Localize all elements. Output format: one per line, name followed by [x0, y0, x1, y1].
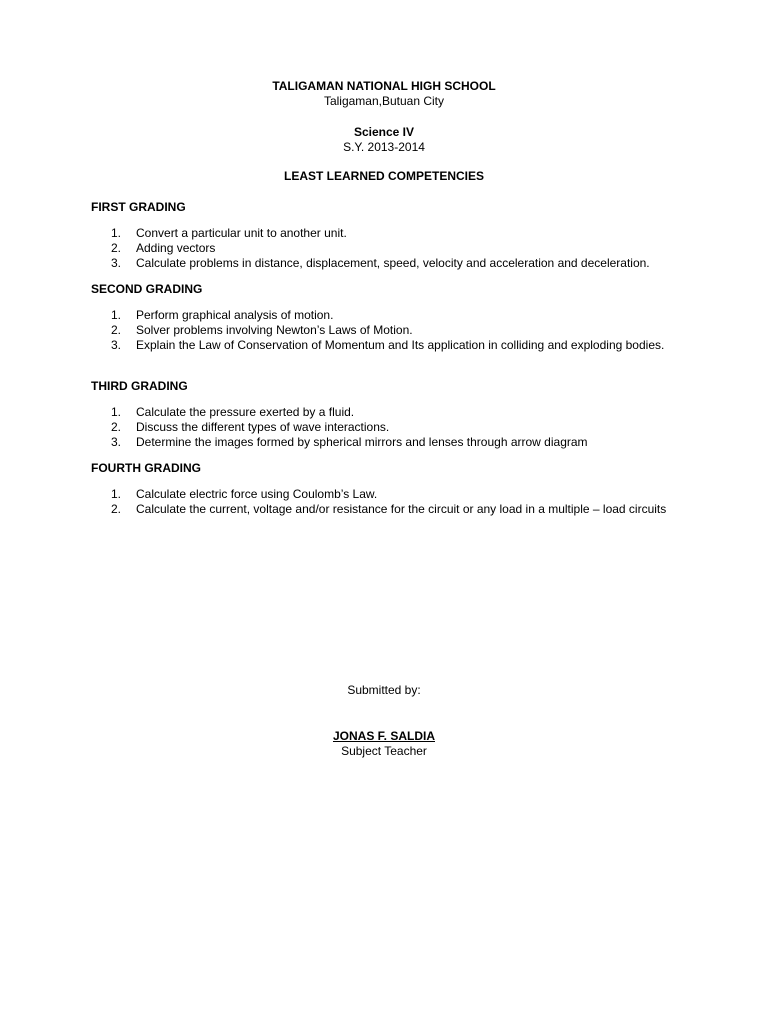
list-number: 1.: [111, 308, 122, 322]
list-number: 2.: [111, 241, 122, 255]
list-item-text: Explain the Law of Conservation of Momentum and Its application in colliding and exploding bodies.: [136, 338, 665, 352]
list-number: 1.: [111, 226, 122, 240]
list-item: [91, 226, 678, 241]
list-number: 2.: [111, 323, 122, 337]
section-heading-fourth-grading: FOURTH GRADING: [91, 461, 201, 475]
list-item: [91, 435, 678, 450]
list-item-text: Solver problems involving Newton’s Laws of Motion.: [136, 323, 413, 337]
list-item: [91, 256, 678, 271]
list-item: [91, 405, 678, 420]
list-item-text: Calculate the current, voltage and/or resistance for the circuit or any load in a multiple – load circuits: [136, 502, 667, 516]
list-item: [91, 308, 678, 323]
section-heading-second-grading: SECOND GRADING: [91, 282, 203, 296]
list-number: 2.: [111, 502, 122, 516]
second-grading-list: [91, 308, 678, 353]
list-item: [91, 338, 678, 353]
school-year: S.Y. 2013-2014: [343, 140, 425, 154]
list-item: [91, 323, 678, 338]
third-grading-list: [91, 405, 678, 450]
teacher-name: JONAS F. SALDIA: [332, 729, 435, 743]
teacher-title: Subject Teacher: [341, 744, 427, 758]
fourth-grading-list: [91, 487, 678, 517]
list-item-text: Calculate electric force using Coulomb’s Law.: [136, 487, 378, 501]
subject-title: Science IV: [353, 125, 415, 139]
school-address: Taligaman,Butuan City: [323, 94, 445, 108]
first-grading-list: [91, 226, 678, 271]
section-heading-first-grading: FIRST GRADING: [91, 200, 186, 214]
submitted-by-label: Submitted by:: [347, 683, 421, 697]
list-number: 3.: [111, 256, 122, 270]
list-number: 2.: [111, 420, 122, 434]
list-number: 1.: [111, 487, 122, 501]
list-item-text: Adding vectors: [136, 241, 216, 255]
document-title: LEAST LEARNED COMPETENCIES: [283, 169, 484, 183]
list-item-text: Determine the images formed by spherical mirrors and lenses through arrow diagram: [136, 435, 588, 449]
list-item-text: Discuss the different types of wave interactions.: [136, 420, 390, 434]
list-item: [91, 420, 678, 435]
list-item-text: Convert a particular unit to another unit.: [136, 226, 347, 240]
list-number: 3.: [111, 435, 122, 449]
list-item-text: Calculate the pressure exerted by a fluid.: [136, 405, 355, 419]
section-heading-third-grading: THIRD GRADING: [91, 379, 188, 393]
list-number: 3.: [111, 338, 122, 352]
list-item: [91, 487, 678, 502]
list-number: 1.: [111, 405, 122, 419]
list-item-text: Perform graphical analysis of motion.: [136, 308, 334, 322]
school-name: TALIGAMAN NATIONAL HIGH SCHOOL: [272, 79, 496, 93]
list-item: [91, 241, 678, 256]
list-item: [91, 502, 678, 517]
list-item-text: Calculate problems in distance, displacement, speed, velocity and acceleration and deceleration.: [136, 256, 650, 270]
